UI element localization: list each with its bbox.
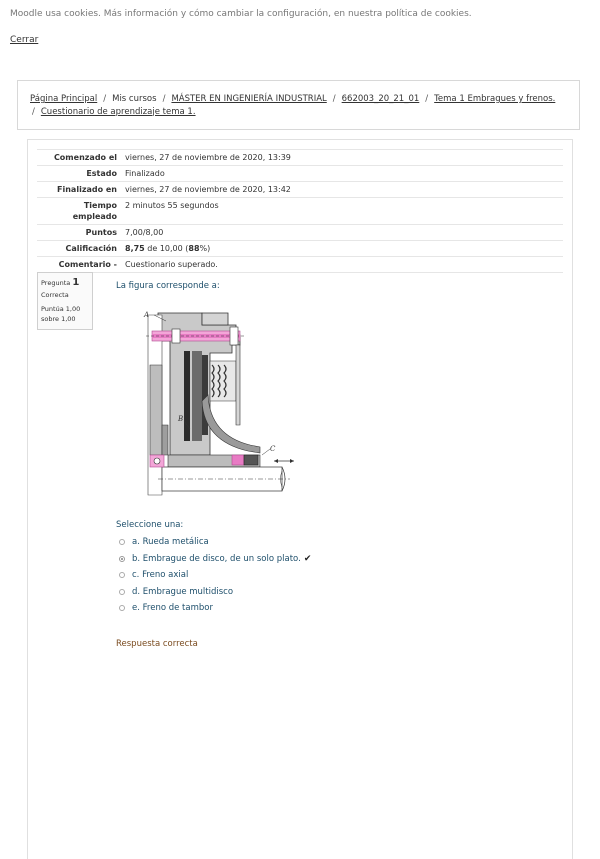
answer-option-a[interactable]: a. Rueda metálica — [119, 534, 311, 551]
answer-feedback: Respuesta correcta — [116, 639, 198, 649]
answer-option-d[interactable]: d. Embrague multidisco — [119, 584, 311, 601]
breadcrumb-quiz-link[interactable]: Cuestionario de aprendizaje tema 1. — [40, 106, 196, 117]
answer-option-c[interactable]: c. Freno axial — [119, 567, 311, 584]
breadcrumb-course-code-link[interactable]: 662003_20_21_01 — [341, 94, 420, 104]
answer-prompt: Seleccione una: — [116, 520, 184, 530]
radio-button[interactable] — [119, 589, 125, 595]
radio-button-selected[interactable] — [119, 556, 125, 562]
breadcrumb: Página Principal / Mis cursos / MÁSTER EN INGENIERÍA INDUSTRIAL / 662003_20_21_01 / Tema 1 Embragues y frenos. / Cuestionario de aprendizaje tema 1. — [30, 94, 556, 117]
summary-row-state: Estado Finalizado — [37, 166, 563, 182]
breadcrumb-topic-link[interactable]: Tema 1 Embragues y frenos. — [434, 94, 556, 104]
answer-option-b[interactable]: b. Embrague de disco, de un solo plato. ✔ — [119, 551, 311, 568]
answer-options — [119, 534, 311, 617]
attempt-summary-table — [37, 149, 563, 273]
question-info-box — [37, 272, 93, 330]
clutch-diagram-image — [140, 305, 302, 501]
summary-row-grade: Calificación 8,75 de 10,00 (88%) — [37, 241, 563, 257]
question-number: Pregunta 1 — [41, 277, 80, 288]
correct-check-icon: ✔ — [303, 553, 312, 564]
breadcrumb-master-link[interactable]: MÁSTER EN INGENIERÍA INDUSTRIAL — [171, 94, 327, 104]
cookie-notice-text: Moodle usa cookies. Más información y cómo cambiar la configuración, en nuestra política de cookies. — [10, 9, 472, 19]
question-state: Correcta — [41, 291, 69, 299]
radio-button[interactable] — [119, 539, 125, 545]
breadcrumb-container — [17, 80, 580, 130]
breadcrumb-my-courses: Mis cursos — [112, 94, 157, 104]
radio-button[interactable] — [119, 605, 125, 611]
radio-button[interactable] — [119, 572, 125, 578]
question-grade: Puntúa 1,00 sobre 1,00 — [41, 305, 81, 323]
summary-row-comment: Comentario - Cuestionario superado. — [37, 257, 563, 273]
figure-label-b: B — [178, 415, 184, 423]
breadcrumb-home-link[interactable]: Página Principal — [30, 94, 98, 104]
summary-row-time: Tiempo empleado 2 minutos 55 segundos — [37, 198, 563, 225]
summary-row-finished: Finalizado en viernes, 27 de noviembre de 2020, 13:42 — [37, 182, 563, 198]
figure-label-c: C — [270, 445, 276, 453]
answer-option-e[interactable]: e. Freno de tambor — [119, 600, 311, 617]
question-text: La figura corresponde a: — [116, 281, 220, 291]
cookie-close-link[interactable]: Cerrar — [10, 35, 39, 45]
summary-row-points: Puntos 7,00/8,00 — [37, 225, 563, 241]
summary-row-started: Comenzado el viernes, 27 de noviembre de 2020, 13:39 — [37, 150, 563, 166]
figure-label-a: A — [144, 311, 150, 319]
